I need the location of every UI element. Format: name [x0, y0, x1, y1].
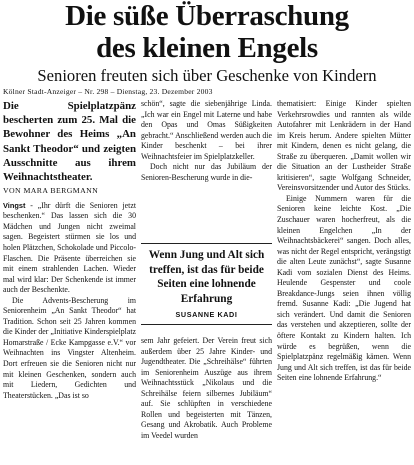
- body-paragraph: [3, 201, 136, 296]
- pull-quote-author: SUSANNE KADI: [175, 310, 238, 319]
- lead-paragraph: Die Spielplatzpänz bescherten zum 25. Mal die Bewohner des Heims „An Sankt Theodor“ und zeigten Ausschnitte aus ihrem Weihnachtstheater.: [3, 100, 136, 184]
- pull-quote-text: Wenn Jung und Alt sich treffen, ist das für beide Seiten eine lohnende Erfahrung: [148, 249, 265, 305]
- location-label: Vingst: [3, 200, 26, 210]
- body-text: - „Ihr dürft die Senioren jetzt beschenken.“ Das lassen sich die 30 Mädchen und Jungen nicht zweimal sagen. Begeistert stürmen sie los und holen Plätzchen, Schokolade und Piccolo-Flaschen. Die Präsente überreichen sie mit einem strahlenden Lachen. Wieder mal wird klar: Der Schenkende ist immer auch der Beschenkte.: [3, 200, 136, 295]
- headline-line-2: des kleinen Engels: [96, 32, 318, 64]
- body-paragraph: Die Advents-Bescherung im Seniorenheim „An Sankt Theodor“ hat Tradition. Schon seit 25 Jahren kommen die Kinder der „Initiative Kinderspielplatz Homarstraße / Ecke Kampgasse e.V.“ vor Weihnachten ins Vingster Altenheim. Dort erfreuen sie die Senioren nicht nur mit kleinen Geschenken, sondern auch mit Liedern, Gedichten und Theaterstücken. „Das ist so: [3, 295, 136, 400]
- body-paragraph: sem Jahr gefeiert. Der Verein freut sich außerdem über 25 Jahre Kinder- und Jugendtheater. Die „Schreihälse“ führten im Seniorenheim Auszüge aus ihrem Weihnachtsstück „Nikolaus und die Schreihälse feiern silbernes Jubiläum“ auf. Sie schlüpften in verschiedene Rollen und begeisterten mit Tänzen, Gesang und Akrobatik. Auch Probleme im Veedel wurden: [141, 336, 272, 440]
- column-1: [3, 99, 136, 401]
- dateline: Kölner Stadt-Anzeiger – Nr. 298 – Dienstag, 23. Dezember 2003: [3, 87, 213, 96]
- byline: VON MARA BERGMANN: [3, 186, 99, 196]
- column-3: [277, 99, 411, 384]
- subheadline: Senioren freuten sich über Geschenke von Kindern: [37, 66, 377, 85]
- body-paragraph: Einige Nummern waren für die Senioren keine leichte Kost. „Die Zuschauer waren hocherfreut, als die kleinen Engelchen „In der Weihnachtsbäckerei“ sangen. Doch alles, was nicht der Regel entspricht, verängstigt die alten Leute zunächst“, sagte Susanne Kadi vom sozialen Dienst des Heims. Heulende Gespenster und coole Breakdance-Jungs seien ihnen völlig fremd. Susanne Kadi: „Die Jugend hat sich verändert. Und damit die Senioren das verstehen und akzeptieren, sollte der öftere Kontakt zu Kindern halten. Ich würde es begrüßen, wenn die Spielplatzpänz regelmäßig kämen. Wenn Jung und Alt sich treffen, ist das für beide Seiten eine lohnende Erfahrung.“: [277, 193, 411, 383]
- pull-quote: [141, 243, 272, 325]
- headline-line-1: Die süße Überraschung: [65, 0, 349, 32]
- body-paragraph: thematisiert: Einige Kinder spielten Verkehrsrowdies und rannten als wilde Autofahrer mit Lenkrädern in der Hand im Kreis herum. Andere spielten Mütter mit Kindern, denen es nicht gelang, die Straße zu überqueren. „Damit wollen wir die Situation an der Lustheider Straße kritisieren“, sagte Wolfgang Schneider, Vereinsvorsitzender und Autor des Stücks.: [277, 99, 411, 193]
- headline: [0, 0, 414, 64]
- column-2-continued: [141, 336, 272, 441]
- body-paragraph: Doch nicht nur das Jubiläum der Senioren-Bescherung wurde in die-: [141, 162, 272, 182]
- body-paragraph: schön“, sagte die siebenjährige Linda. „Ich war ein Engel mit Laterne und habe den Opas und Omas Süßigkeiten gebracht.“ Anschließend werden auch die Kinder beschenkt – bei ihrer Weihnachtsfeier im Spielplatzkeller.: [141, 99, 272, 161]
- column-2: [141, 99, 272, 183]
